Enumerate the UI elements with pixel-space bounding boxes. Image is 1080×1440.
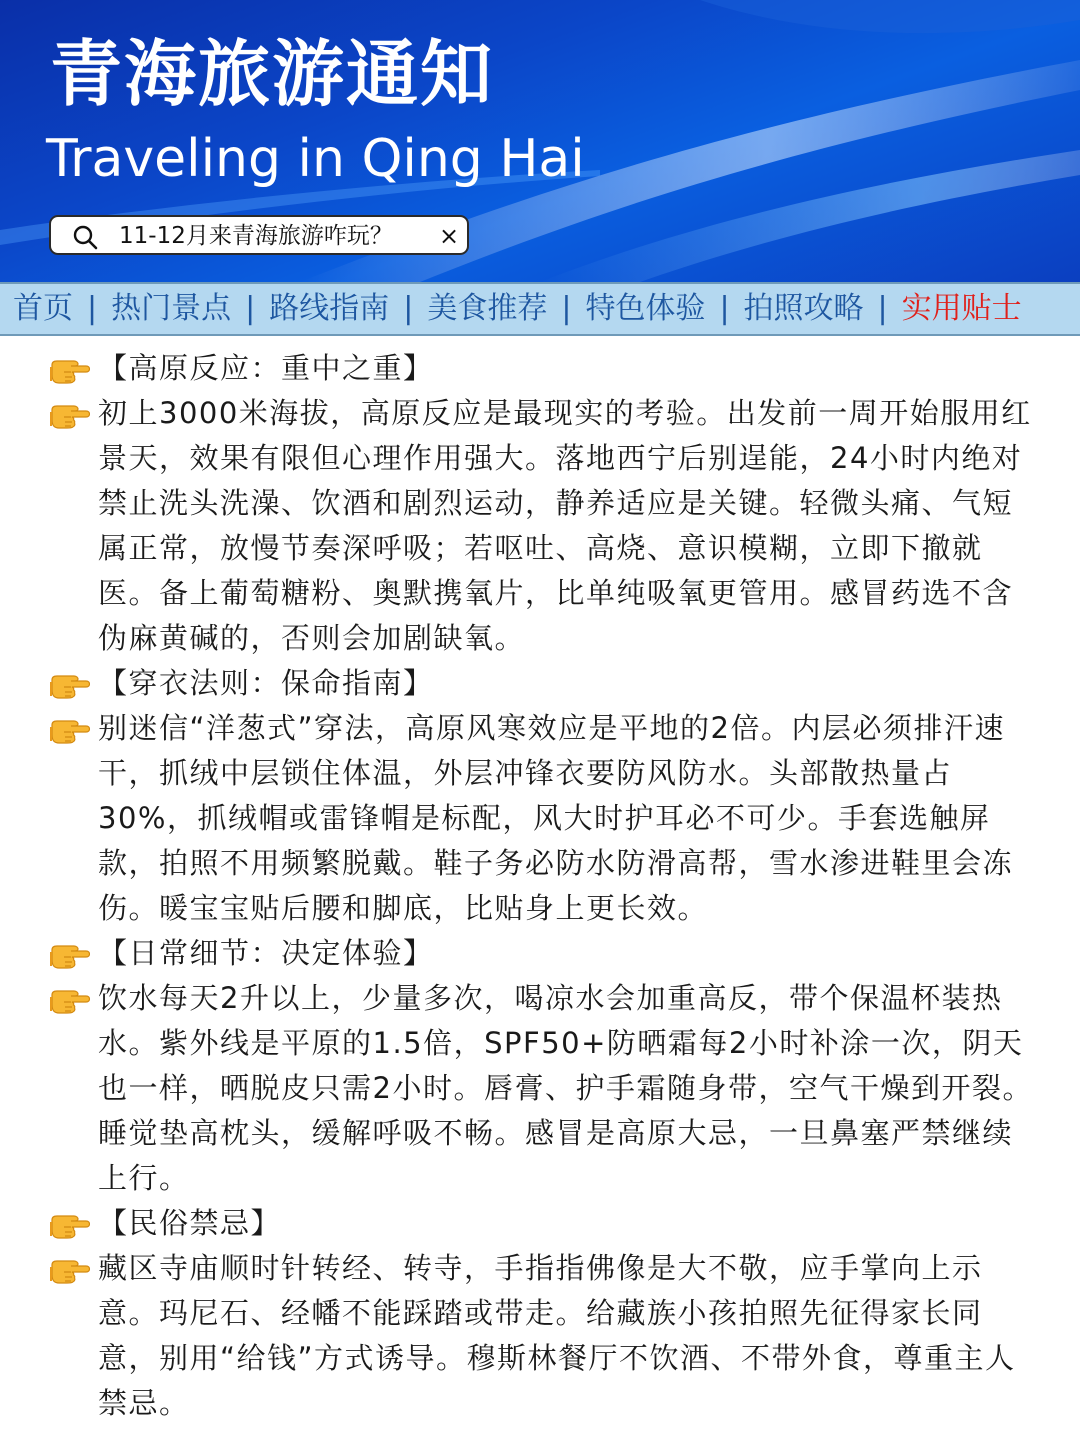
pointing-hand-icon bbox=[50, 713, 90, 745]
search-box[interactable] bbox=[49, 215, 469, 255]
nav-separator: | bbox=[245, 291, 256, 326]
nav-separator: | bbox=[87, 291, 98, 326]
nav-item-home[interactable]: 首页 bbox=[13, 291, 73, 326]
section-heading-text: 【高原反应：重中之重】 bbox=[98, 351, 434, 385]
section-body-text: 别迷信“洋葱式”穿法，高原风寒效应是平地的2倍。内层必须排汗速干，抓绒中层锁住体温，外层冲锋衣要防风防水。头部散热量占30%，抓绒帽或雷锋帽是标配，风大时护耳必不可少。手套选触屏款，拍照不用频繁脱戴。鞋子务必防水防滑高帮，雪水渗进鞋里会冻伤。暖宝宝贴后腰和脚底，比贴身上更长效。 bbox=[98, 711, 1014, 925]
section-body-text: 饮水每天2升以上，少量多次，喝凉水会加重高反，带个保温杯装热水。紫外线是平原的1.5倍，SPF50+防晒霜每2小时补涂一次，阴天也一样，晒脱皮只需2小时。唇膏、护手霜随身带，空气干燥到开裂。睡觉垫高枕头，缓解呼吸不畅。感冒是高原大忌，一旦鼻塞严禁继续上行。 bbox=[98, 981, 1033, 1195]
section-heading-customs bbox=[0, 1201, 1080, 1246]
nav-bar bbox=[0, 282, 1080, 336]
nav-item-photo-tips[interactable]: 拍照攻略 bbox=[743, 291, 864, 326]
nav-item-food[interactable]: 美食推荐 bbox=[427, 291, 548, 326]
section-heading-clothing bbox=[0, 661, 1080, 706]
section-body-text: 藏区寺庙顺时针转经、转寺，手指指佛像是大不敬，应手掌向上示意。玛尼石、经幡不能踩踏或带走。给藏族小孩拍照先征得家长同意，别用“给钱”方式诱导。穆斯林餐厅不饮酒、不带外食，尊重主人禁忌。 bbox=[98, 1251, 1016, 1420]
page-subtitle: Traveling in Qing Hai bbox=[46, 129, 585, 189]
section-heading-text: 【民俗禁忌】 bbox=[98, 1206, 282, 1240]
nav-item-experiences[interactable]: 特色体验 bbox=[585, 291, 706, 326]
section-heading-text: 【穿衣法则：保命指南】 bbox=[98, 666, 434, 700]
section-body-altitude bbox=[0, 391, 1080, 661]
nav-item-routes[interactable]: 路线指南 bbox=[269, 291, 390, 326]
pointing-hand-icon bbox=[50, 398, 90, 430]
pointing-hand-icon bbox=[50, 1253, 90, 1285]
pointing-hand-icon bbox=[50, 353, 90, 385]
search-query[interactable]: 11-12月来青海旅游咋玩？ bbox=[119, 223, 393, 249]
nav-item-practical-tips[interactable]: 实用贴士 bbox=[901, 291, 1022, 326]
clear-search-icon[interactable]: × bbox=[439, 222, 460, 250]
section-body-clothing bbox=[0, 706, 1080, 931]
pointing-hand-icon bbox=[50, 938, 90, 970]
search-icon bbox=[71, 223, 99, 251]
section-heading-altitude bbox=[0, 346, 1080, 391]
nav-separator: | bbox=[403, 291, 414, 326]
section-body-customs bbox=[0, 1246, 1080, 1426]
pointing-hand-icon bbox=[50, 1208, 90, 1240]
nav-item-hot-spots[interactable]: 热门景点 bbox=[111, 291, 232, 326]
nav-separator: | bbox=[719, 291, 730, 326]
section-heading-daily bbox=[0, 931, 1080, 976]
section-heading-text: 【日常细节：决定体验】 bbox=[98, 936, 434, 970]
pointing-hand-icon bbox=[50, 668, 90, 700]
header-banner bbox=[0, 0, 1080, 282]
section-body-daily bbox=[0, 976, 1080, 1201]
nav-separator: | bbox=[877, 291, 888, 326]
section-body-text: 初上3000米海拔，高原反应是最现实的考验。出发前一周开始服用红景天，效果有限但心理作用强大。落地西宁后别逞能，24小时内绝对禁止洗头洗澡、饮酒和剧烈运动，静养适应是关键。轻微头痛、气短属正常，放慢节奏深呼吸；若呕吐、高烧、意识模糊，立即下撤就医。备上葡萄糖粉、奥默携氧片，比单纯吸氧更管用。感冒药选不含伪麻黄碱的，否则会加剧缺氧。 bbox=[98, 396, 1032, 655]
pointing-hand-icon bbox=[50, 983, 90, 1015]
page-title: 青海旅游通知 bbox=[50, 32, 495, 116]
article-content bbox=[0, 346, 1080, 1426]
nav-separator: | bbox=[561, 291, 572, 326]
